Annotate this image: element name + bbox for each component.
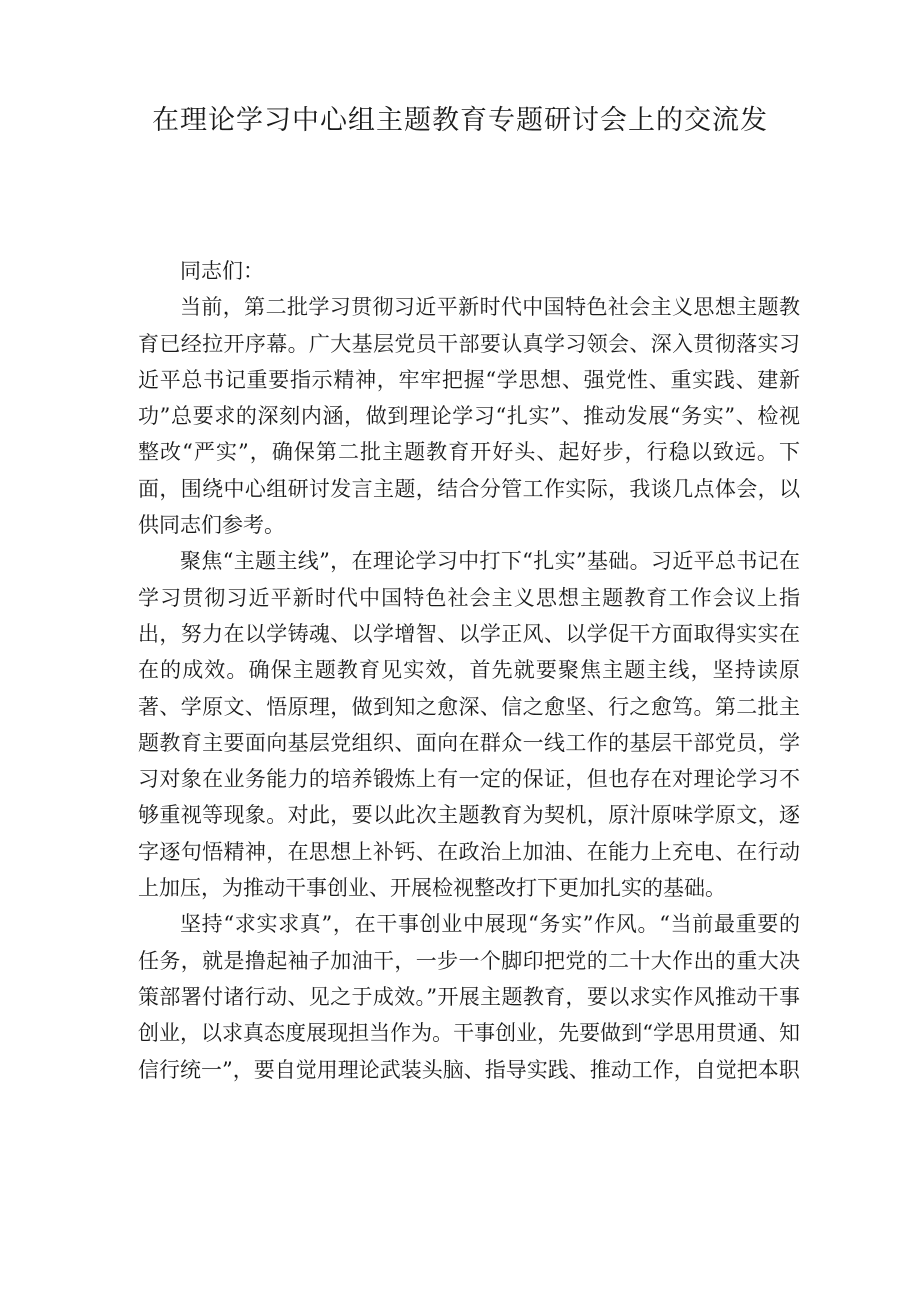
document-title: 在理论学习中心组主题教育专题研讨会上的交流发 bbox=[152, 105, 768, 136]
paragraph-1: 当前，第二批学习贯彻习近平新时代中国特色社会主义思想主题教育已经拉开序幕。广大基层党员干部要认真学习领会、深入贯彻落实习近平总书记重要指示精神，牢牢把握“学思想、强党性、重实践、建新功”总要求的深刻内涵，做到理论学习“扎实”、推动发展“务实”、检视整改“严实”，确保第二批主题教育开好头、起好步，行稳以致远。下面，围绕中心组研讨发言主题，结合分管工作实际，我谈几点体会，以供同志们参考。 bbox=[138, 295, 800, 538]
paragraph-2: 聚焦“主题主线”，在理论学习中打下“扎实”基础。习近平总书记在学习贯彻习近平新时代中国特色社会主义思想主题教育工作会议上指出，努力在以学铸魂、以学增智、以学正风、以学促干方面取得实实在在的成效。确保主题教育见实效，首先就要聚焦主题主线，坚持读原著、学原文、悟原理，做到知之愈深、信之愈坚、行之愈笃。第二批主题教育主要面向基层党组织、面向在群众一线工作的基层干部党员，学习对象在业务能力的培养锻炼上有一定的保证，但也存在对理论学习不够重视等现象。对此，要以此次主题教育为契机，原汁原味学原文，逐字逐句悟精神，在思想上补钙、在政治上加油、在能力上充电、在行动上加压，为推动干事创业、开展检视整改打下更加扎实的基础。 bbox=[138, 549, 800, 901]
salutation: 同志们： bbox=[180, 259, 264, 283]
paragraph-3: 坚持“求实求真”，在干事创业中展现“务实”作风。“当前最重要的任务，就是撸起袖子加油干，一步一个脚印把党的二十大作出的重大决策部署付诸行动、见之于成效。”开展主题教育，要以求实作风推动干事创业，以求真态度展现担当作为。干事创业，先要做到“学思用贯通、知信行统一”，要自觉用理论武装头脑、指导实践、推动工作，自觉把本职 bbox=[138, 912, 800, 1082]
document-body bbox=[138, 253, 800, 1088]
